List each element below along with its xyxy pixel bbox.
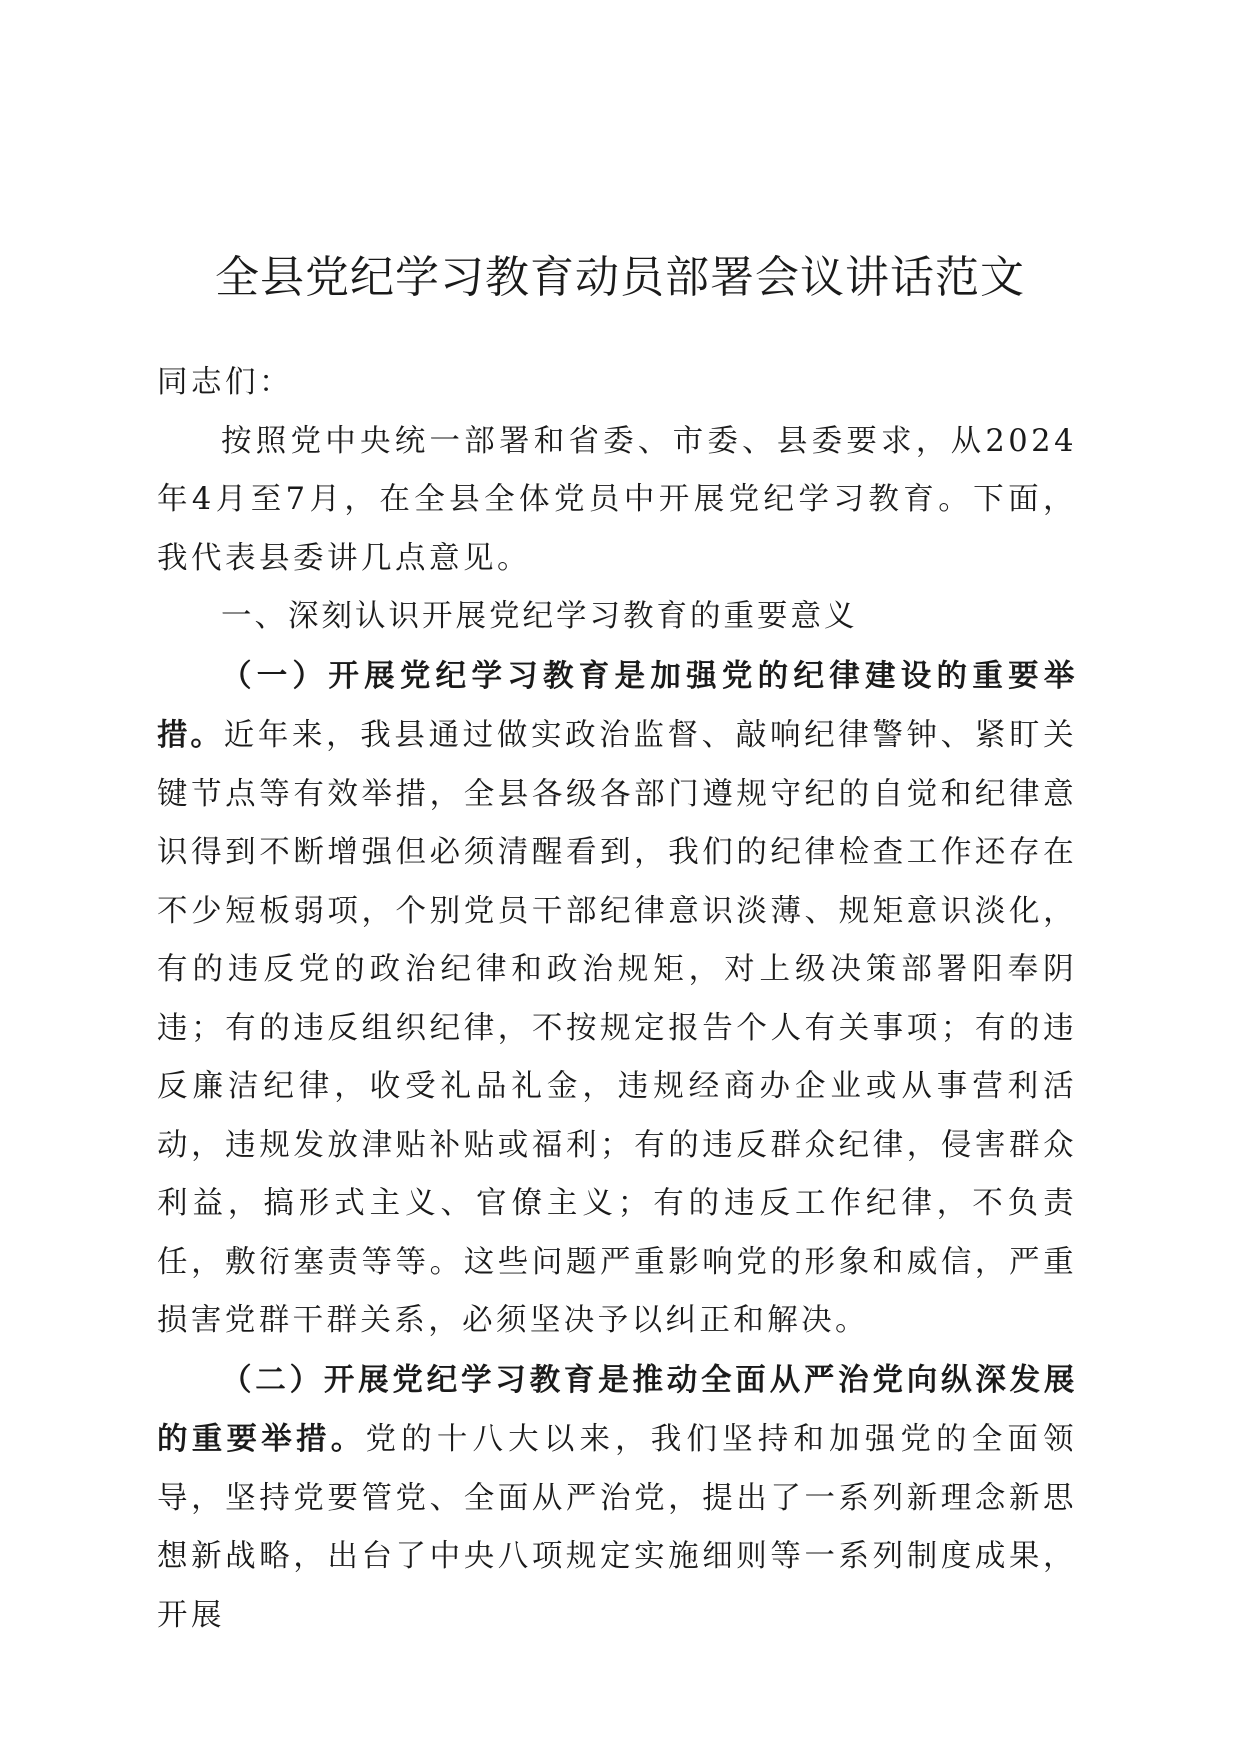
greeting: 同志们： [157,365,293,400]
section-heading-1: 一、深刻认识开展党纪学习教育的重要意义 [221,599,858,634]
page-title: 全县党纪学习教育动员部署会议讲话范文 [215,252,1025,303]
section-1-item-1 [157,647,1077,1351]
section-1-item-2 [157,1351,1077,1646]
item-2-lead: （二）开展党纪学习教育是推动全面从严治党向纵深发展的重要举措。 [157,1361,1077,1457]
item-1-lead: （一）开展党纪学习教育是加强党的纪律建设的重要举措。 [157,657,1077,753]
document-body [157,354,1077,1645]
item-1-text: 近年来，我县通过做实政治监督、敲响纪律警钟、紧盯关键节点等有效举措，全县各级各部门遵规守纪的自觉和纪律意识得到不断增强但必须清醒看到，我们的纪律检查工作还存在不少短板弱项，个别党员干部纪律意识淡薄、规矩意识淡化，有的违反党的政治纪律和政治规矩，对上级决策部署阳奉阴违；有的违反组织纪律，不按规定报告个人有关事项；有的违反廉洁纪律，收受礼品礼金，违规经商办企业或从事营利活动，违规发放津贴补贴或福利；有的违反群众纪律，侵害群众利益，搞形式主义、官僚主义；有的违反工作纪律，不负责任，敷衍塞责等等。这些问题严重影响党的形象和威信，严重损害党群干群关系，必须坚决予以纠正和解决。 [157,718,1077,1338]
intro-paragraph: 按照党中央统一部署和省委、市委、县委要求，从2024年4月至7月，在全县全体党员中开展党纪学习教育。下面，我代表县委讲几点意见。 [157,423,1077,576]
item-2-text: 党的十八大以来，我们坚持和加强党的全面领导，坚持党要管党、全面从严治党，提出了一系列新理念新思想新战略，出台了中央八项规定实施细则等一系列制度成果，开展 [157,1422,1078,1633]
